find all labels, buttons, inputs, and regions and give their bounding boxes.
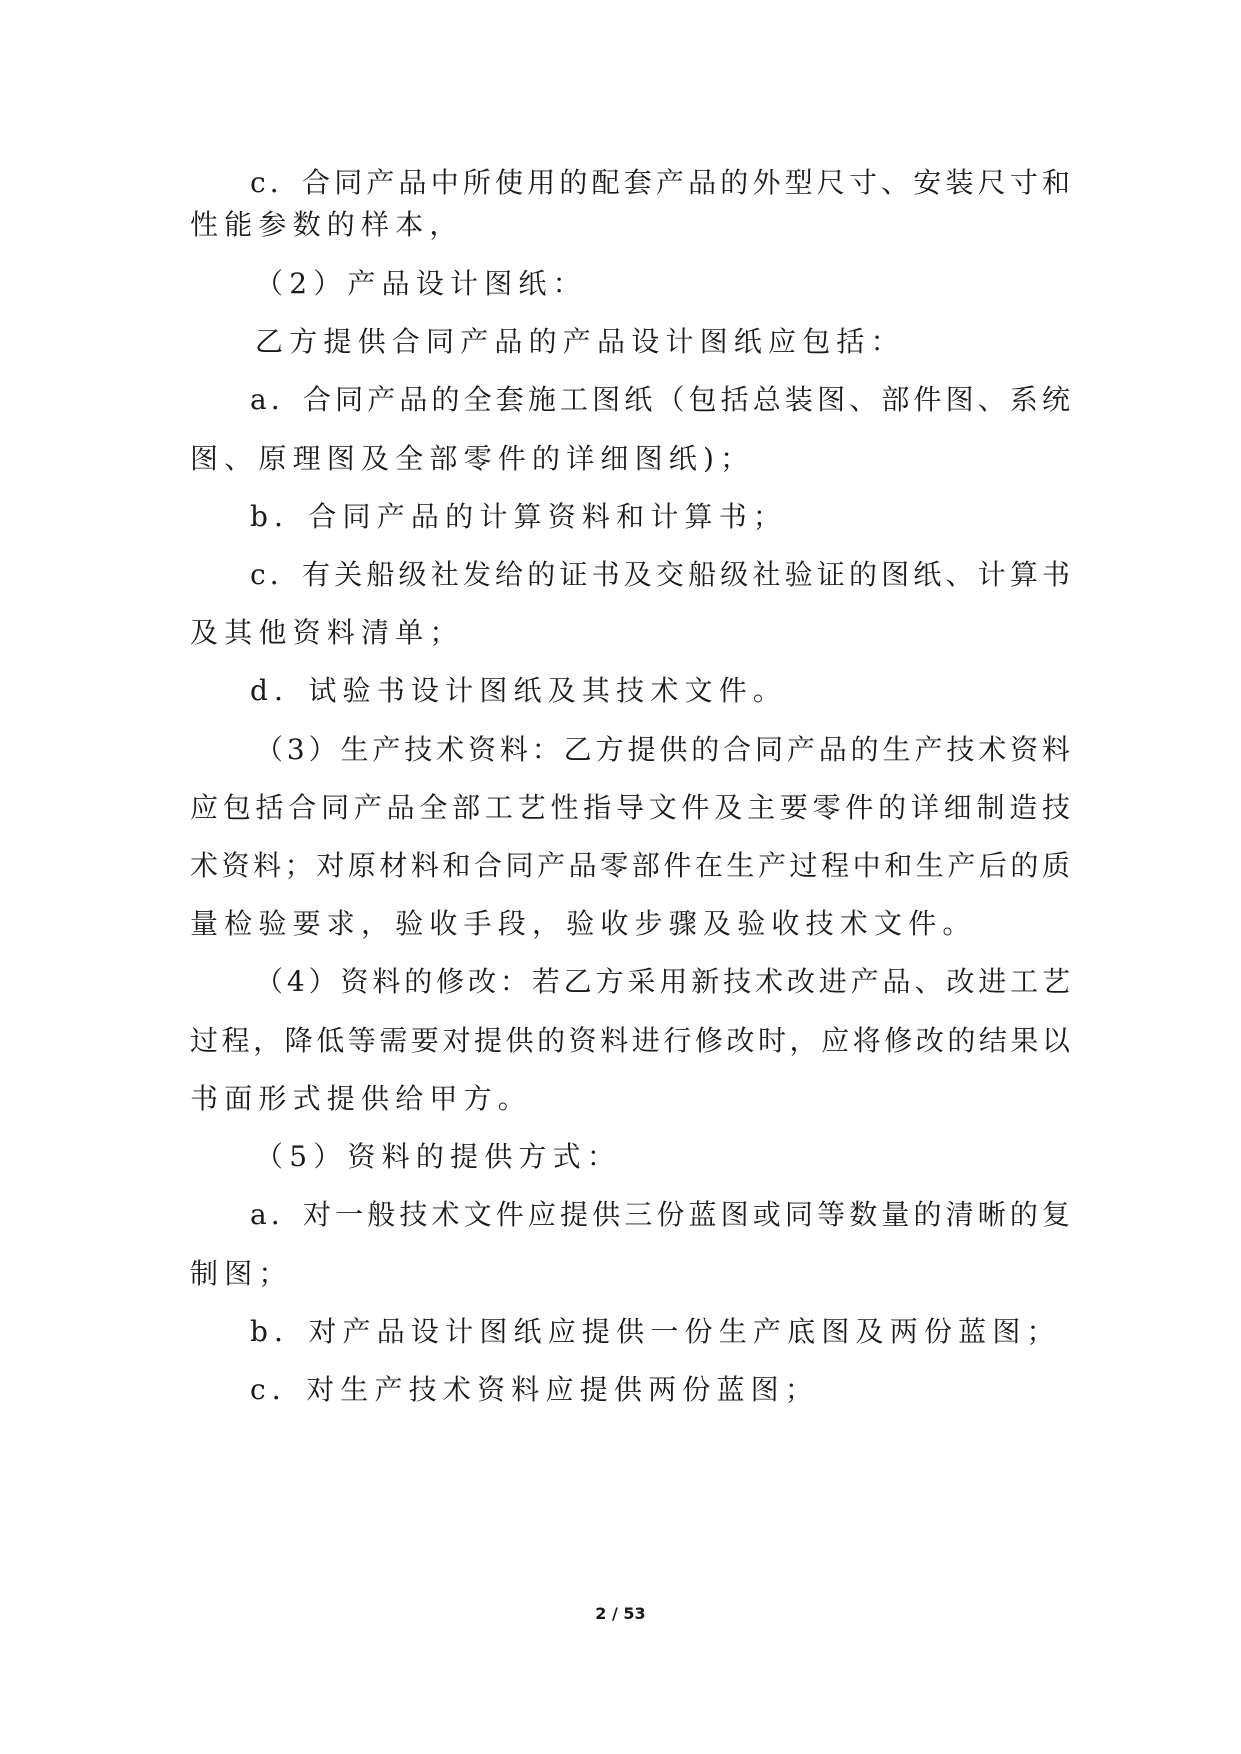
text-line: （4）资料的修改：若乙方采用新技术改进产品、改进工艺 (255, 965, 1070, 998)
text-line: a．对一般技术文件应提供三份蓝图或同等数量的清晰的复 (250, 1198, 1070, 1231)
text-line: 术资料；对原材料和合同产品零部件在生产过程中和生产后的质 (190, 849, 1070, 882)
text-line: 制图； (190, 1257, 293, 1290)
text-line: 书面形式提供给甲方。 (190, 1082, 533, 1115)
text-line: d．试验书设计图纸及其技术文件。 (250, 674, 788, 707)
text-line: c．有关船级社发给的证书及交船级社验证的图纸、计算书 (250, 558, 1070, 591)
text-line: 量检验要求，验收手段，验收步骤及验收技术文件。 (190, 907, 977, 940)
text-line: （5）资料的提供方式： (255, 1140, 622, 1173)
text-line: （3）生产技术资料：乙方提供的合同产品的生产技术资料 (255, 733, 1070, 766)
text-line: b．合同产品的计算资料和计算书； (250, 500, 788, 533)
text-line: b．对产品设计图纸应提供一份生产底图及两份蓝图； (250, 1315, 1061, 1348)
text-line: c．合同产品中所使用的配套产品的外型尺寸、安装尺寸和 (250, 166, 1070, 199)
text-line: 应包括合同产品全部工艺性指导文件及主要零件的详细制造技 (190, 791, 1070, 824)
text-line: 过程，降低等需要对提供的资料进行修改时，应将修改的结果以 (190, 1024, 1070, 1057)
page-number: 2 / 53 (595, 1604, 646, 1623)
text-line: 性能参数的样本， (190, 208, 464, 241)
text-line: （2）产品设计图纸： (255, 267, 587, 300)
text-line: c．对生产技术资料应提供两份蓝图； (250, 1373, 820, 1406)
text-line: 及其他资料清单； (190, 616, 464, 649)
text-line: 图、原理图及全部零件的详细图纸)； (190, 442, 755, 475)
text-line: a．合同产品的全套施工图纸（包括总装图、部件图、系统 (250, 383, 1070, 416)
text-line: 乙方提供合同产品的产品设计图纸应包括： (255, 325, 905, 358)
